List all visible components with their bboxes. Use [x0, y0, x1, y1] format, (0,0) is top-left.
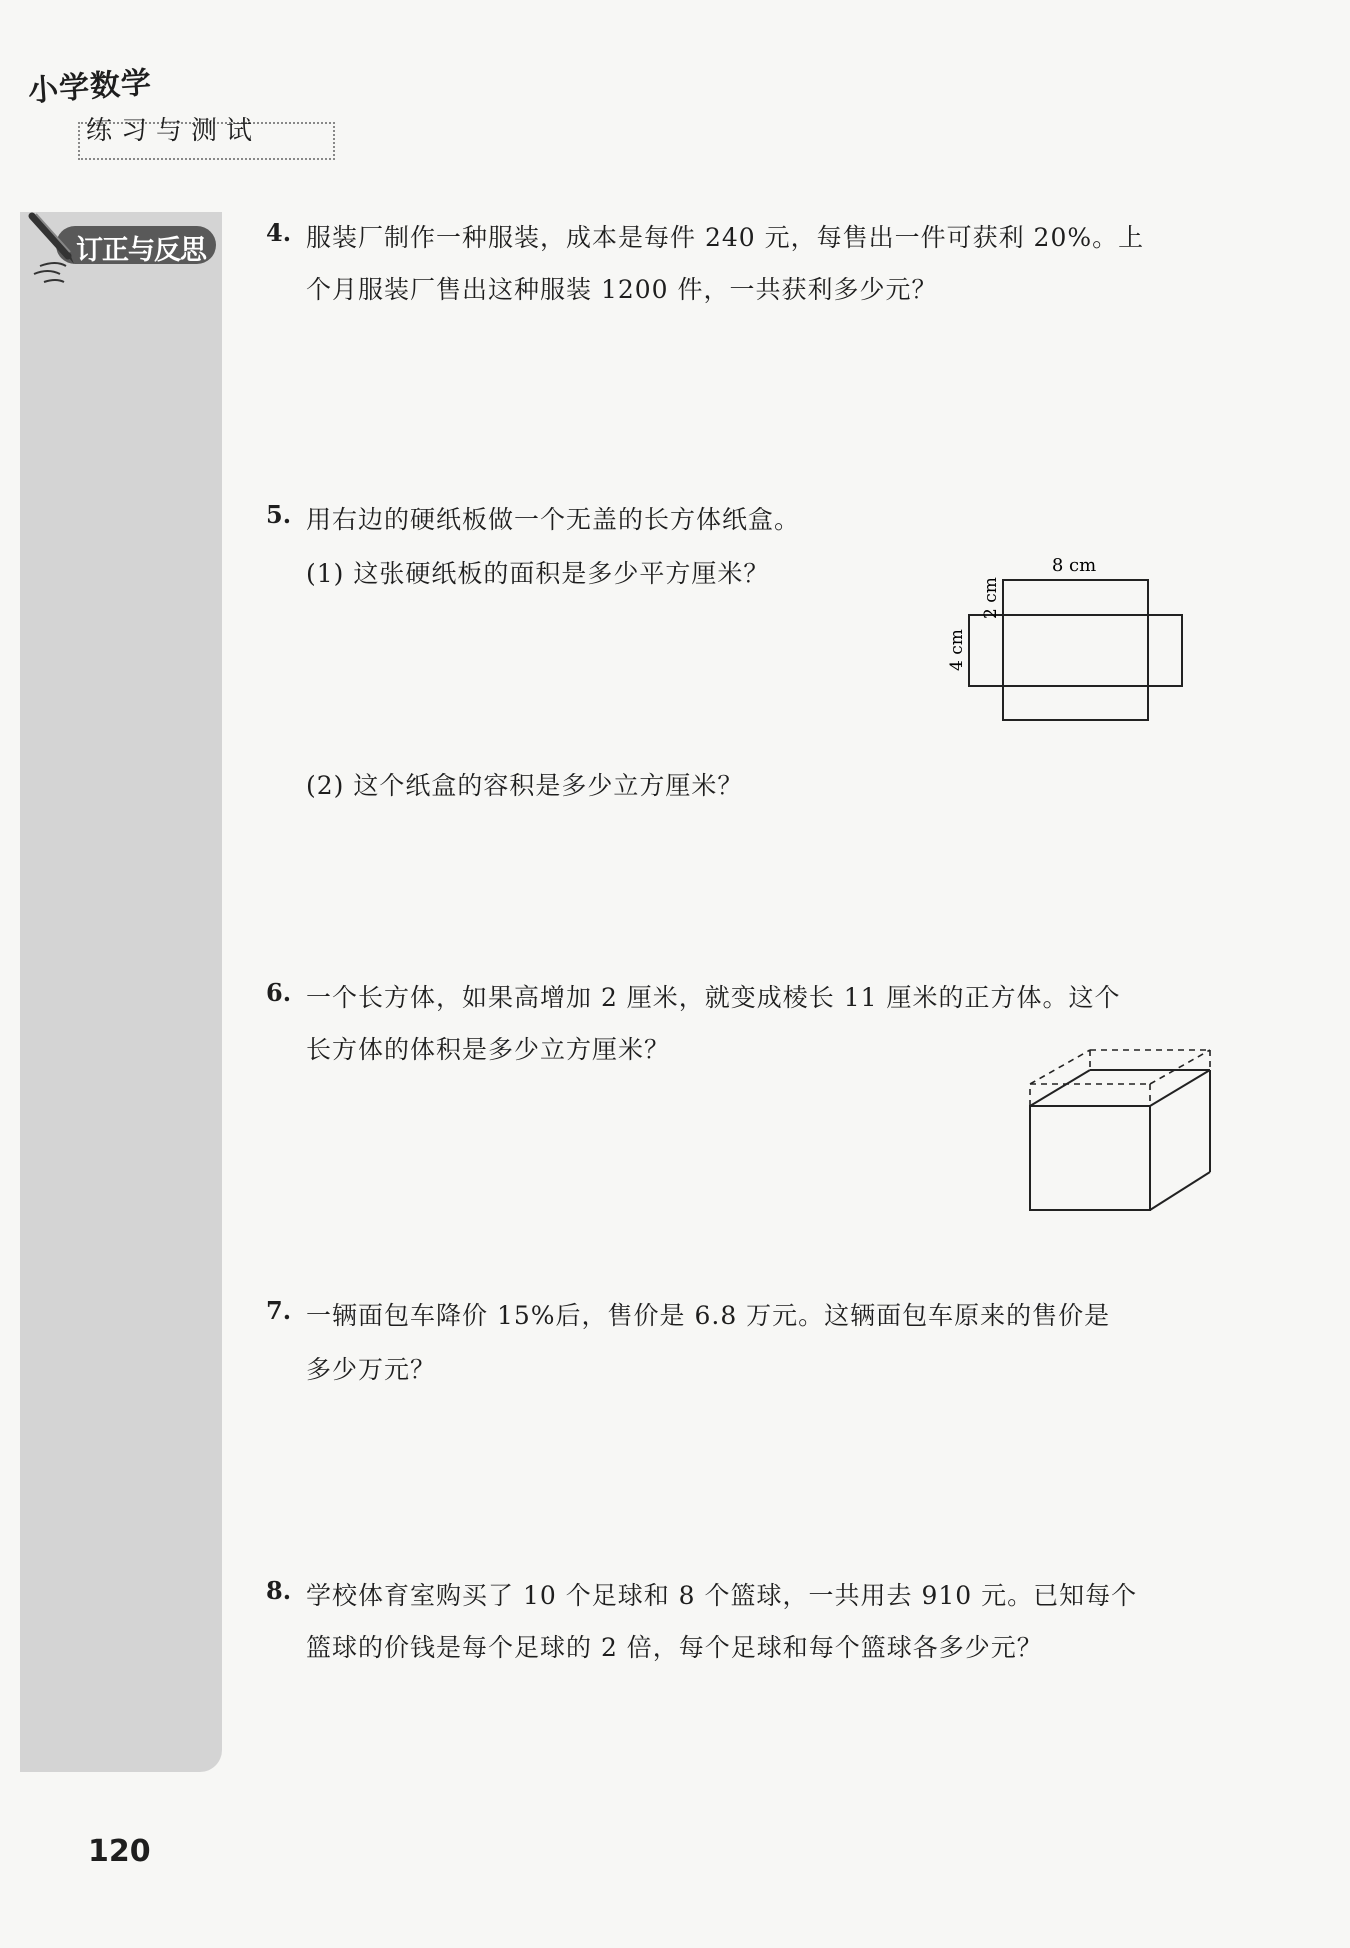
page-number: 120 [88, 1834, 151, 1869]
question-5-line-1: 用右边的硬纸板做一个无盖的长方体纸盒。 [306, 505, 801, 534]
correction-sidebar [20, 212, 222, 1772]
question-5-part-1: (1) 这张硬纸板的面积是多少平方厘米？ [306, 559, 770, 588]
sidebar-label: 订正与反思 [76, 235, 206, 266]
question-4-line-1: 服装厂制作一种服装，成本是每件 240 元，每售出一件可获利 20%。上 [306, 223, 1145, 252]
book-subtitle: 练习与测试 [86, 116, 262, 146]
question-4-number: 4. [266, 218, 292, 247]
cuboid-figure [1024, 1046, 1214, 1216]
question-7-number: 7. [266, 1296, 292, 1325]
label-8cm: 8 cm [1051, 555, 1097, 576]
question-4-line-2: 个月服装厂售出这种服装 1200 件，一共获利多少元？ [306, 275, 938, 304]
question-8-number: 8. [266, 1576, 292, 1605]
question-5-number: 5. [266, 500, 292, 529]
book-title: 小学数学 [27, 65, 154, 109]
question-6-line-1: 一个长方体，如果高增加 2 厘米，就变成棱长 11 厘米的正方体。这个 [306, 983, 1121, 1012]
question-8-line-2: 篮球的价钱是每个足球的 2 倍，每个足球和每个篮球各多少元？ [306, 1633, 1043, 1662]
question-5-part-2: (2) 这个纸盒的容积是多少立方厘米？ [306, 771, 744, 800]
question-8-line-1: 学校体育室购买了 10 个足球和 8 个篮球，一共用去 910 元。已知每个 [306, 1581, 1138, 1610]
question-7-line-2: 多少万元？ [306, 1355, 437, 1384]
question-6-number: 6. [266, 978, 292, 1007]
net-sides [969, 615, 1182, 686]
question-7-line-1: 一辆面包车降价 15%后，售价是 6.8 万元。这辆面包车原来的售价是 [306, 1301, 1111, 1330]
cardboard-net-figure [930, 548, 1200, 732]
label-2cm: 2 cm [981, 577, 1001, 619]
question-6-line-2: 长方体的体积是多少立方厘米？ [306, 1035, 671, 1064]
net-body [1003, 580, 1148, 720]
label-4cm: 4 cm [947, 629, 967, 671]
